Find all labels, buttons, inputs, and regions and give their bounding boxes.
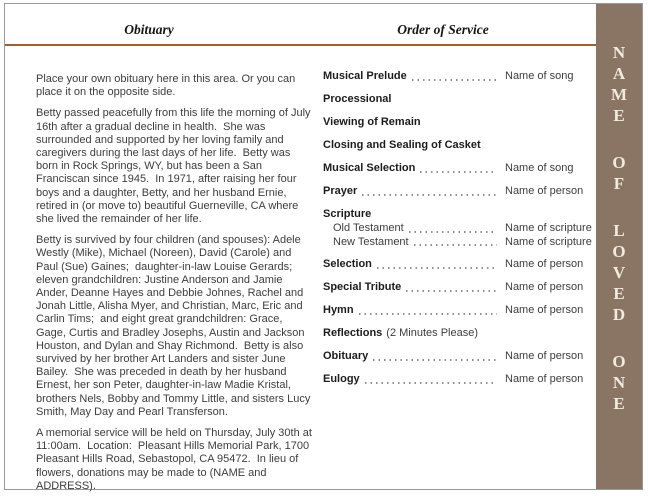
obituary-paragraph: Betty passed peacefully from this life the morning of July 16th after a gradual decline in health. She was surrounded and supported by her loving family and caregivers during the last days of her life. Betty was born in Rock Springs, WY, but has been a San Franciscan since 1945. In 1971, after raising her four boys and a daughter, Betty, and her husband Ernie, retired in (or move to) beautiful Guerneville, CA where she lived the remainder of her life.	[36, 107, 314, 226]
dotted-leader	[420, 171, 497, 173]
sidebar-word	[611, 42, 627, 126]
order-item-value: Name of person	[505, 185, 584, 197]
order-item-label: Eulogy	[323, 373, 360, 385]
sidebar-letter: M	[610, 85, 628, 104]
sidebar-letter: A	[612, 64, 626, 83]
dotted-leader	[359, 313, 497, 315]
sidebar-letter: E	[613, 394, 625, 413]
order-item-label: Old Testament	[333, 222, 404, 234]
dotted-leader	[406, 290, 497, 292]
dotted-leader	[373, 359, 497, 361]
order-item-label: Hymn	[323, 304, 354, 316]
order-item-label: New Testament	[333, 235, 409, 248]
sidebar-word	[612, 152, 625, 194]
header	[5, 4, 596, 46]
order-row	[323, 258, 595, 271]
sidebar-letter: O	[612, 352, 626, 371]
order-row	[323, 162, 595, 175]
page-title-order-of-service: Order of Service	[397, 22, 489, 37]
order-item-label: Reflections	[323, 327, 383, 339]
order-item-label: Musical Prelude	[323, 70, 407, 82]
obituary-paragraph: Betty is survived by four children (and spouses): Adele Westly (Mike), Michael (Noreen), David (Carole) and Paul (Sue) Gaines; daughter-in-law Louise Gerards; eleven grandchildren: Justine Anderson and Jamie Ander, Deanne Hayes and Debbie Johnes, Rachel and Jonah Little, Alisha Myer, and Christian, Marc, Eric and Carlin Tims; and eight great grandchildren: Grace, Gage, Curtis and Bradley Josephs, Austin and Jackson Houston, and Dylan and Shay Richmond. Betty is also survived by her brother Art Landers and sister June Bailey. She was preceded in death by her husband Ernest, her son Peter, daughter-in-law Madie Kristal, brothers Nels, Bobby and Tommy Little, and sisters Lucy Smith, May Day and Pearl Transferson.	[36, 234, 314, 418]
order-row	[323, 350, 595, 363]
order-item-value: Name of song	[505, 70, 574, 82]
page-title-obituary: Obituary	[124, 22, 174, 37]
order-item-label: Processional	[323, 93, 392, 105]
dotted-leader	[362, 194, 497, 196]
dotted-leader	[365, 382, 497, 384]
obituary-paragraph: Place your own obituary here in this area. Or you can place it on the opposite side.	[36, 73, 299, 99]
sidebar-banner	[596, 4, 642, 489]
sidebar-letter: O	[612, 242, 626, 261]
order-row	[323, 139, 595, 152]
sidebar-letter: E	[613, 106, 625, 125]
obituary-paragraph: A memorial service will be held on Thursday, July 30th at 11:00am. Location: Pleasant Hills Memorial Park, 1700 Pleasant Hills Road, Sebastopol, CA 95472. In lieu of flowers, donations may be made to (NAME and ADDRESS).	[36, 427, 316, 492]
order-item-value: Name of song	[505, 162, 574, 174]
order-item-label: Viewing of Remain	[323, 116, 421, 128]
order-row	[323, 208, 595, 221]
order-row	[323, 185, 595, 198]
order-row	[323, 236, 595, 249]
program-page	[4, 3, 643, 490]
sidebar-letter: F	[613, 174, 625, 193]
sidebar-word	[612, 220, 625, 325]
order-item-value: Name of person	[505, 258, 584, 270]
content-area	[5, 46, 596, 492]
sidebar-letter: N	[612, 43, 626, 62]
obituary-column	[36, 73, 314, 501]
order-row	[323, 116, 595, 129]
order-of-service-column	[323, 70, 595, 396]
dotted-leader	[414, 244, 497, 246]
order-row	[323, 304, 595, 317]
order-row	[323, 373, 595, 386]
order-item-value: Name of person	[505, 373, 584, 385]
sidebar-letter: L	[613, 221, 625, 240]
sidebar-letter: N	[612, 373, 626, 392]
sidebar-letter: O	[612, 153, 626, 172]
order-row	[323, 70, 595, 83]
order-row	[323, 93, 595, 106]
order-item-value: Name of person	[505, 350, 584, 362]
sidebar-letter: E	[613, 284, 625, 303]
order-item-value: Name of person	[505, 304, 584, 316]
order-item-label: Prayer	[323, 185, 358, 197]
sidebar-letter: D	[612, 305, 626, 324]
order-item-value: Name of person	[505, 281, 584, 293]
order-item-label: Closing and Sealing of Casket	[323, 139, 481, 151]
dotted-leader	[377, 267, 497, 269]
order-item-label: Special Tribute	[323, 281, 402, 293]
order-row	[323, 327, 595, 340]
order-item-note: (2 Minutes Please)	[386, 327, 479, 339]
order-item-label: Selection	[323, 258, 372, 270]
order-item-value: Name of scripture	[505, 222, 592, 234]
order-row	[323, 281, 595, 294]
order-item-label: Musical Selection	[323, 162, 416, 174]
order-row	[323, 222, 595, 235]
order-item-label: Scripture	[323, 208, 372, 220]
order-item-label: Obituary	[323, 350, 369, 362]
sidebar-word	[612, 351, 625, 414]
dotted-leader	[412, 79, 497, 81]
sidebar-letter: V	[612, 263, 626, 282]
order-item-value: Name of scripture	[505, 235, 592, 248]
dotted-leader	[409, 231, 497, 233]
